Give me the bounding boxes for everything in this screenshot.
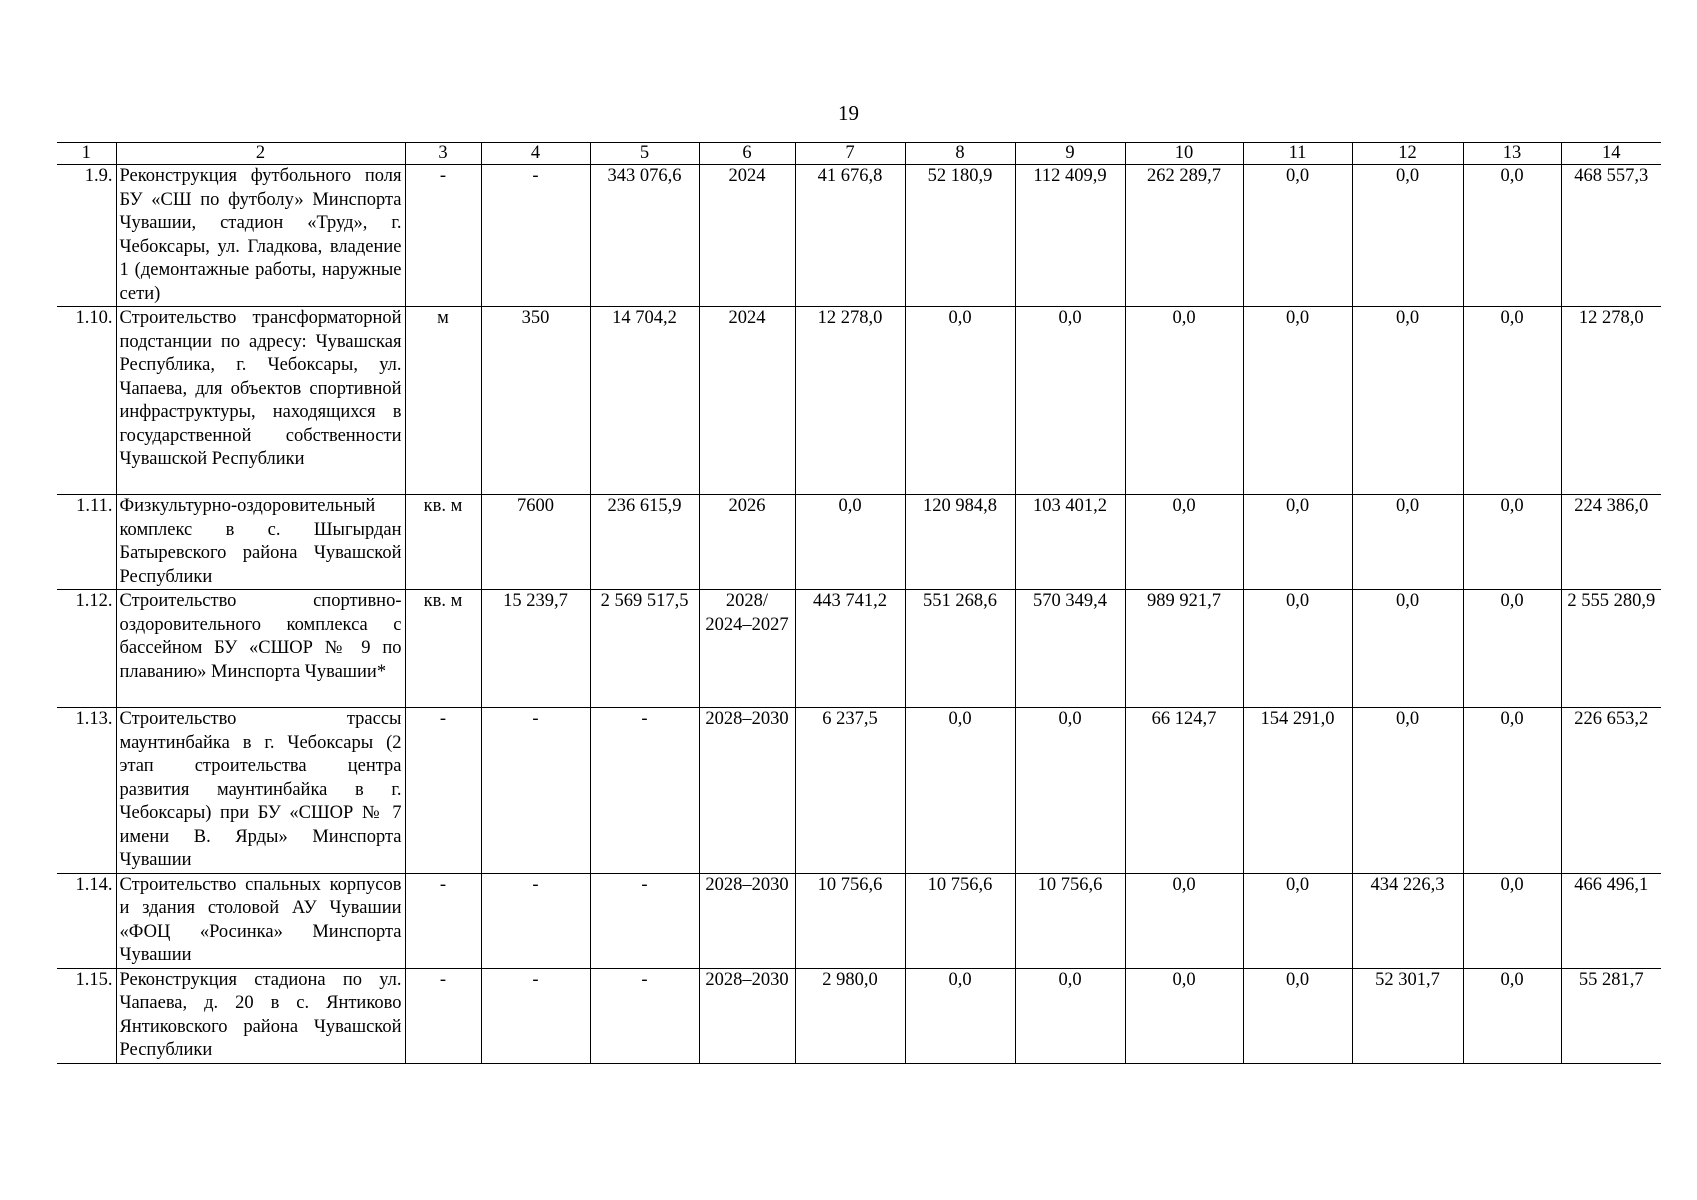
value-cell: 120 984,8 — [905, 495, 1015, 590]
value-cell: 570 349,4 — [1015, 590, 1125, 708]
value-cell: 52 301,7 — [1352, 968, 1463, 1063]
value-cell: 0,0 — [795, 495, 905, 590]
value-cell: 6 237,5 — [795, 708, 905, 874]
total-cell: 224 386,0 — [1561, 495, 1661, 590]
value-cell: 0,0 — [1352, 495, 1463, 590]
row-number: 1.13. — [57, 708, 116, 874]
value-cell: 0,0 — [905, 307, 1015, 495]
table-row — [57, 495, 1661, 590]
column-header: 4 — [481, 143, 590, 165]
column-header: 1 — [57, 143, 116, 165]
column-number-row — [57, 143, 1661, 165]
value-cell: 434 226,3 — [1352, 873, 1463, 968]
cost-cell: 343 076,6 — [590, 165, 699, 307]
value-cell: 103 401,2 — [1015, 495, 1125, 590]
capacity-cell: - — [481, 968, 590, 1063]
value-cell: 0,0 — [905, 708, 1015, 874]
object-name: Физкультурно-оздоровительный комплекс в с. Шыгырдан Батыревского района Чувашской Республики — [116, 495, 405, 590]
value-cell: 443 741,2 — [795, 590, 905, 708]
column-header: 2 — [116, 143, 405, 165]
value-cell: 0,0 — [1352, 165, 1463, 307]
capacity-cell: - — [481, 708, 590, 874]
value-cell: 0,0 — [1243, 495, 1352, 590]
value-cell: 0,0 — [1463, 873, 1561, 968]
value-cell: 41 676,8 — [795, 165, 905, 307]
value-cell: 0,0 — [1352, 590, 1463, 708]
row-number: 1.10. — [57, 307, 116, 495]
value-cell: 52 180,9 — [905, 165, 1015, 307]
row-number: 1.12. — [57, 590, 116, 708]
column-header: 8 — [905, 143, 1015, 165]
value-cell: 0,0 — [1243, 590, 1352, 708]
column-header: 6 — [699, 143, 795, 165]
total-cell: 2 555 280,9 — [1561, 590, 1661, 708]
value-cell: 0,0 — [1243, 873, 1352, 968]
object-name: Реконструкция футбольного поля БУ «СШ по футболу» Минспорта Чувашии, стадион «Труд», г. Чебоксары, ул. Гладкова, владение 1 (демонтажные работы, наружные сети) — [116, 165, 405, 307]
cost-cell: 14 704,2 — [590, 307, 699, 495]
value-cell: 0,0 — [1125, 495, 1243, 590]
unit-cell: кв. м — [405, 495, 481, 590]
object-name: Реконструкция стадиона по ул. Чапаева, д. 20 в с. Янтиково Янтиковского района Чувашской Республики — [116, 968, 405, 1063]
column-header: 5 — [590, 143, 699, 165]
column-header: 13 — [1463, 143, 1561, 165]
table-row — [57, 307, 1661, 495]
value-cell: 10 756,6 — [905, 873, 1015, 968]
value-cell: 262 289,7 — [1125, 165, 1243, 307]
capacity-cell: - — [481, 165, 590, 307]
value-cell: 0,0 — [1015, 307, 1125, 495]
value-cell: 2 980,0 — [795, 968, 905, 1063]
row-number: 1.9. — [57, 165, 116, 307]
column-header: 9 — [1015, 143, 1125, 165]
value-cell: 0,0 — [1015, 708, 1125, 874]
total-cell: 55 281,7 — [1561, 968, 1661, 1063]
unit-cell: - — [405, 708, 481, 874]
value-cell: 0,0 — [1125, 968, 1243, 1063]
unit-cell: - — [405, 968, 481, 1063]
cost-cell: 2 569 517,5 — [590, 590, 699, 708]
row-number: 1.14. — [57, 873, 116, 968]
row-number: 1.11. — [57, 495, 116, 590]
cost-cell: - — [590, 708, 699, 874]
capacity-cell: 7600 — [481, 495, 590, 590]
capacity-cell: 15 239,7 — [481, 590, 590, 708]
value-cell: 0,0 — [1352, 708, 1463, 874]
value-cell: 154 291,0 — [1243, 708, 1352, 874]
column-header: 7 — [795, 143, 905, 165]
page-number: 19 — [838, 101, 859, 125]
unit-cell: - — [405, 873, 481, 968]
investment-table — [57, 142, 1661, 1064]
value-cell: 0,0 — [1125, 307, 1243, 495]
value-cell: 0,0 — [905, 968, 1015, 1063]
capacity-cell: 350 — [481, 307, 590, 495]
total-cell: 226 653,2 — [1561, 708, 1661, 874]
table-row — [57, 590, 1661, 708]
value-cell: 0,0 — [1243, 307, 1352, 495]
total-cell: 468 557,3 — [1561, 165, 1661, 307]
object-name: Строительство спальных корпусов и здания столовой АУ Чувашии «ФОЦ «Росинка» Минспорта Чувашии — [116, 873, 405, 968]
value-cell: 10 756,6 — [795, 873, 905, 968]
cost-cell: - — [590, 873, 699, 968]
years-cell: 2026 — [699, 495, 795, 590]
value-cell: 12 278,0 — [795, 307, 905, 495]
unit-cell: кв. м — [405, 590, 481, 708]
row-number: 1.15. — [57, 968, 116, 1063]
value-cell: 0,0 — [1243, 968, 1352, 1063]
value-cell: 0,0 — [1352, 307, 1463, 495]
table-row — [57, 165, 1661, 307]
value-cell: 0,0 — [1463, 968, 1561, 1063]
value-cell: 0,0 — [1463, 708, 1561, 874]
object-name: Строительство спортивно-оздоровительного комплекса с бассейном БУ «СШОР № 9 по плаванию» Минспорта Чувашии* — [116, 590, 405, 708]
value-cell: 989 921,7 — [1125, 590, 1243, 708]
value-cell: 0,0 — [1463, 307, 1561, 495]
table-row — [57, 968, 1661, 1063]
value-cell: 0,0 — [1243, 165, 1352, 307]
column-header: 11 — [1243, 143, 1352, 165]
total-cell: 12 278,0 — [1561, 307, 1661, 495]
column-header: 12 — [1352, 143, 1463, 165]
unit-cell: - — [405, 165, 481, 307]
table-row — [57, 873, 1661, 968]
column-header: 10 — [1125, 143, 1243, 165]
value-cell: 0,0 — [1463, 165, 1561, 307]
value-cell: 0,0 — [1015, 968, 1125, 1063]
unit-cell: м — [405, 307, 481, 495]
years-cell: 2024 — [699, 307, 795, 495]
column-header: 14 — [1561, 143, 1661, 165]
value-cell: 0,0 — [1463, 495, 1561, 590]
column-header: 3 — [405, 143, 481, 165]
value-cell: 0,0 — [1463, 590, 1561, 708]
total-cell: 466 496,1 — [1561, 873, 1661, 968]
object-name: Строительство трансформаторной подстанции по адресу: Чувашская Республика, г. Чебоксары, ул. Чапаева, для объектов спортивной инфраструктуры, находящихся в государственной собственности Чувашской Республики — [116, 307, 405, 495]
table-row — [57, 708, 1661, 874]
value-cell: 66 124,7 — [1125, 708, 1243, 874]
years-cell: 2024 — [699, 165, 795, 307]
years-cell: 2028–2030 — [699, 708, 795, 874]
cost-cell: 236 615,9 — [590, 495, 699, 590]
capacity-cell: - — [481, 873, 590, 968]
object-name: Строительство трассы маунтинбайка в г. Чебоксары (2 этап строительства центра развития маунтинбайка в г. Чебоксары) при БУ «СШОР № 7 имени В. Ярды» Минспорта Чувашии — [116, 708, 405, 874]
value-cell: 112 409,9 — [1015, 165, 1125, 307]
years-cell: 2028–2030 — [699, 873, 795, 968]
value-cell: 0,0 — [1125, 873, 1243, 968]
cost-cell: - — [590, 968, 699, 1063]
value-cell: 10 756,6 — [1015, 873, 1125, 968]
years-cell: 2028/ 2024–2027 — [699, 590, 795, 708]
years-cell: 2028–2030 — [699, 968, 795, 1063]
value-cell: 551 268,6 — [905, 590, 1015, 708]
